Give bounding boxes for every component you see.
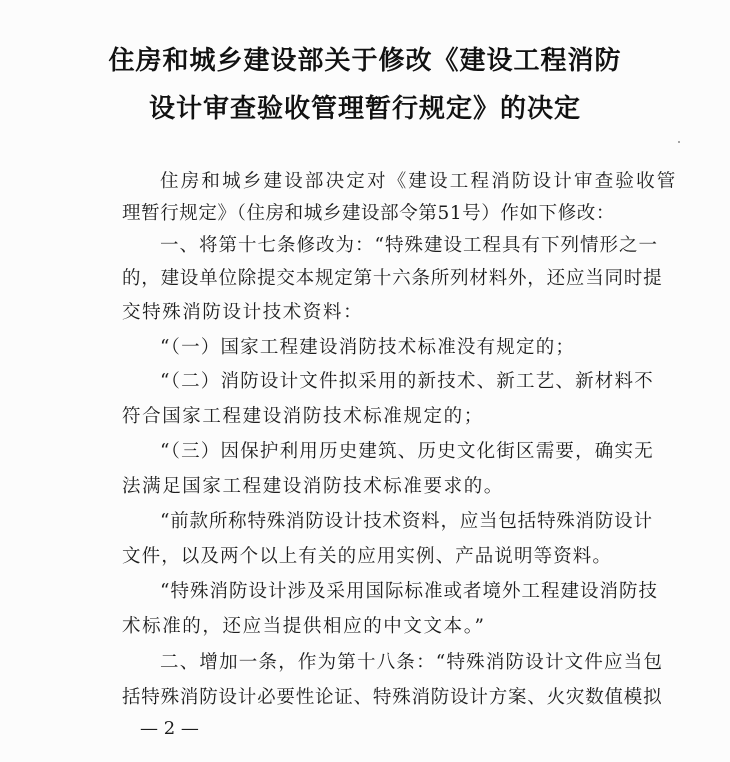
body-line: “前款所称特殊消防设计技术资料，应当包括特殊消防设计 <box>160 511 653 532</box>
page-number: — 2 — <box>140 718 199 739</box>
body-line: 术标准的，还应当提供相应的中文文本。” <box>122 616 486 637</box>
body-line: 的，建设单位除提交本规定第十六条所列材料外，还应当同时提 <box>122 268 663 289</box>
scan-speck <box>678 141 680 143</box>
body-line: 法满足国家工程建设消防技术标准要求的。 <box>122 476 504 497</box>
document-title-line-2: 设计审查验收管理暂行规定》的决定 <box>148 94 581 124</box>
body-line: 理暂行规定》（住房和城乡建设部令第51号）作如下修改： <box>122 203 615 224</box>
document-title-line-1: 住房和城乡建设部关于修改《建设工程消防 <box>108 46 622 76</box>
body-line: “（二）消防设计文件拟采用的新技术、新工艺、新材料不 <box>160 371 654 392</box>
body-line: 括特殊消防设计必要性论证、特殊消防设计方案、火灾数值模拟 <box>122 687 663 708</box>
body-line: “特殊消防设计涉及采用国际标准或者境外工程建设消防技 <box>160 581 658 602</box>
body-line: 交特殊消防设计技术资料： <box>122 302 364 323</box>
body-line: 住房和城乡建设部决定对《建设工程消防设计审查验收管 <box>160 171 678 192</box>
body-line: 文件，以及两个以上有关的应用实例、产品说明等资料。 <box>122 546 613 567</box>
body-line: “（三）因保护利用历史建筑、历史文化街区需要，确实无 <box>160 441 654 462</box>
body-line: 符合国家工程建设消防技术标准规定的； <box>122 406 484 427</box>
body-line: “（一）国家工程建设消防技术标准没有规定的； <box>160 337 576 358</box>
body-line: 二、增加一条，作为第十八条：“特殊消防设计文件应当包 <box>160 652 664 673</box>
body-line: 一、将第十七条修改为：“特殊建设工程具有下列情形之一 <box>160 235 658 256</box>
